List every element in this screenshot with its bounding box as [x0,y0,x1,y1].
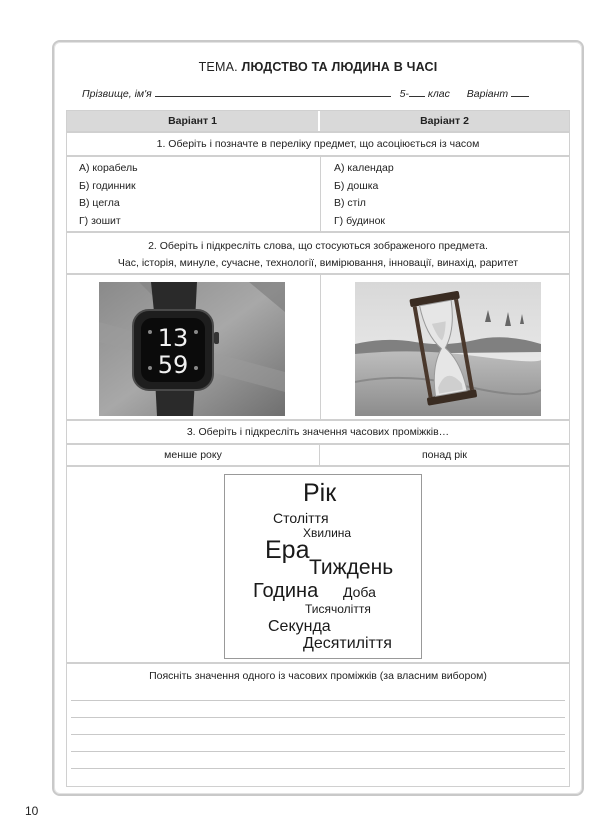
smartwatch-image [99,282,285,416]
hourglass-image [355,282,541,416]
worksheet-frame [52,40,584,796]
task3-prompt: 3. Оберіть і підкресліть значення часових проміжків… [66,420,570,444]
option[interactable]: Б) дошка [334,179,379,192]
name-field[interactable] [155,86,391,97]
word-rik[interactable]: Рік [303,479,337,507]
answer-line[interactable] [71,734,565,735]
word-khvylyna[interactable]: Хвилина [303,526,352,540]
option[interactable]: Г) зошит [79,214,121,227]
option[interactable]: В) цегла [79,197,120,209]
option[interactable]: А) календар [334,162,394,174]
answer-line[interactable] [71,768,565,769]
answer-line[interactable] [71,717,565,718]
page-number: 10 [25,804,39,818]
word-era[interactable]: Ера [265,536,310,564]
task2-images-row [66,274,570,420]
option[interactable]: Г) будинок [334,214,386,227]
word-cloud-row [66,466,570,663]
task4-block [66,663,570,787]
task1-options-row [66,156,570,232]
task2-prompt-block [66,232,570,274]
task1-v1-options [79,160,319,231]
answer-line[interactable] [71,751,565,752]
word-doba[interactable]: Доба [343,584,376,600]
option[interactable]: Б) годинник [79,179,136,192]
option[interactable]: В) стіл [334,197,366,209]
word-sekunda[interactable]: Секунда [268,618,331,635]
more-than-year-column: понад рік [422,449,467,461]
less-than-year-column: менше року [67,445,320,465]
variant-header-row [66,110,570,132]
variant-2-header: Варіант 2 [320,111,569,131]
task2-words[interactable]: Час, історія, минуле, сучасне, технології, вимірювання, інновації, винахід, раритет [117,257,519,269]
task1-prompt: 1. Оберіть і позначте в переліку предмет, що асоціюється із часом [66,132,570,156]
column-divider [320,275,321,419]
task3-columns-row [66,444,570,466]
class-field[interactable] [409,86,425,97]
word-cloud [224,474,422,659]
variant-field[interactable] [511,86,529,97]
word-tysiacholittia[interactable]: Тисячоліття [305,602,371,616]
task2-prompt: 2. Оберіть і підкресліть слова, що стосуються зображеного предмета. [148,240,488,252]
word-hodyna[interactable]: Година [253,580,319,602]
answer-line[interactable] [71,700,565,701]
variant-1-header: Варіант 1 [67,111,320,131]
student-info-row: Прізвище, ім'я 5- клас Варіант [82,86,552,100]
word-stolittia[interactable]: Століття [273,510,329,526]
option[interactable]: А) корабель [79,162,138,174]
word-desiatylittia[interactable]: Десятиліття [303,635,392,652]
page-title: ТЕМА. ЛЮДСТВО ТА ЛЮДИНА В ЧАСІ [198,60,438,74]
task4-prompt: Поясніть значення одного із часових проміжків (за власним вибором) [149,670,487,682]
task1-v2-options [334,160,564,231]
column-divider [320,157,321,231]
watch-minutes: 59 [157,351,189,379]
watch-hours: 13 [157,324,189,352]
word-tyzhden[interactable]: Тиждень [309,556,394,579]
